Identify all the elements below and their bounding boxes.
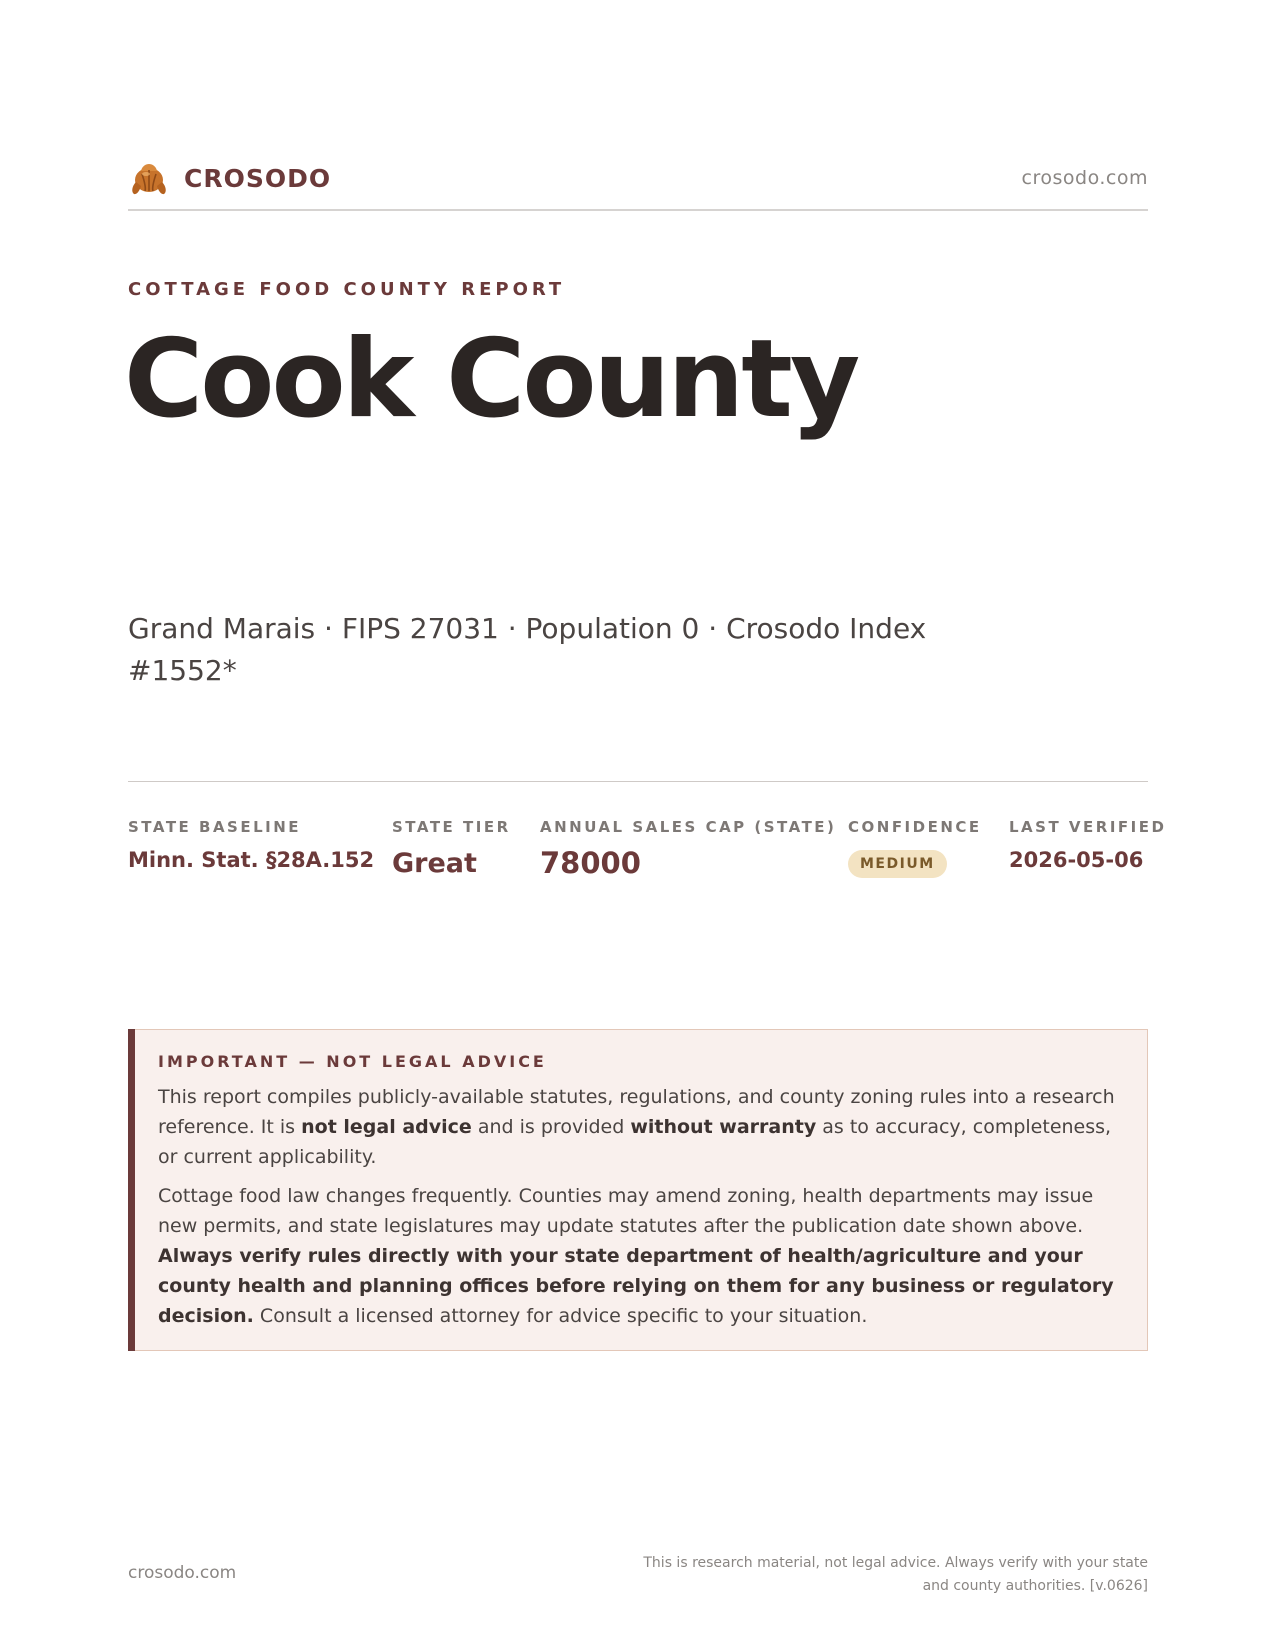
stat-state-baseline [128,818,374,872]
text-run: This report compiles publicly-available statutes, regulations, and county zoning rules into a research reference. It is [158,1086,1115,1138]
page-title: Cook County [124,317,858,442]
report-subtitle: Grand Marais · FIPS 27031 · Population 0 · Crosodo Index #1552* [128,612,927,687]
footer-line: This is research material, not legal advice. Always verify with your state [643,1555,1148,1571]
text-run: as to accuracy, completeness, or current applicability. [158,1116,1112,1168]
page-header [128,158,1148,204]
stat-label: ANNUAL SALES CAP (STATE) [540,818,837,836]
footer-disclaimer [628,1552,1148,1598]
disclaimer-accent-bar [128,1029,135,1351]
disclaimer-heading: IMPORTANT — NOT LEGAL ADVICE [158,1052,547,1071]
footer-line: and county authorities. [v.0626] [922,1578,1148,1594]
stat-annual-sales-cap [540,818,836,880]
text-run: and is provided [471,1116,631,1138]
stat-state-tier [392,818,511,879]
site-url[interactable]: crosodo.com [1021,167,1148,189]
legal-disclaimer [128,1029,1148,1351]
stat-value: Great [392,848,477,879]
stat-value: Minn. Stat. §28A.152 [128,848,375,872]
text-run: Cottage food law changes frequently. Counties may amend zoning, health departments may issue new permits, and state legislatures may update statutes after the publication date shown above. [158,1185,1094,1237]
footer-site-url[interactable]: crosodo.com [128,1563,237,1583]
stats-divider [128,781,1148,782]
stat-value: 2026-05-06 [1009,848,1144,872]
disclaimer-paragraph-2 [158,1181,1118,1331]
stat-confidence [848,818,982,878]
emphasis-text: Always verify rules directly with your state department of health/agriculture and your county health and planning offices before relying on them for any business or regulatory decision. [158,1245,1114,1327]
stat-label: STATE TIER [392,818,511,836]
disclaimer-paragraph-1 [158,1082,1118,1172]
emphasis-text: without warranty [630,1116,817,1138]
brand-name: CROSODO [184,164,332,193]
stat-last-verified [1009,818,1166,872]
stat-label: LAST VERIFIED [1009,818,1167,836]
report-eyebrow: COTTAGE FOOD COUNTY REPORT [128,279,566,300]
text-run: Consult a licensed attorney for advice specific to your situation. [253,1305,868,1327]
header-divider [128,209,1148,211]
confidence-badge: MEDIUM [848,850,947,878]
stat-label: CONFIDENCE [848,818,982,836]
disclaimer-body [158,1082,1118,1340]
croissant-icon [128,160,170,198]
stat-value: 78000 [540,846,641,880]
stat-label: STATE BASELINE [128,818,302,836]
report-page [124,0,1167,1650]
emphasis-text: not legal advice [301,1116,472,1138]
